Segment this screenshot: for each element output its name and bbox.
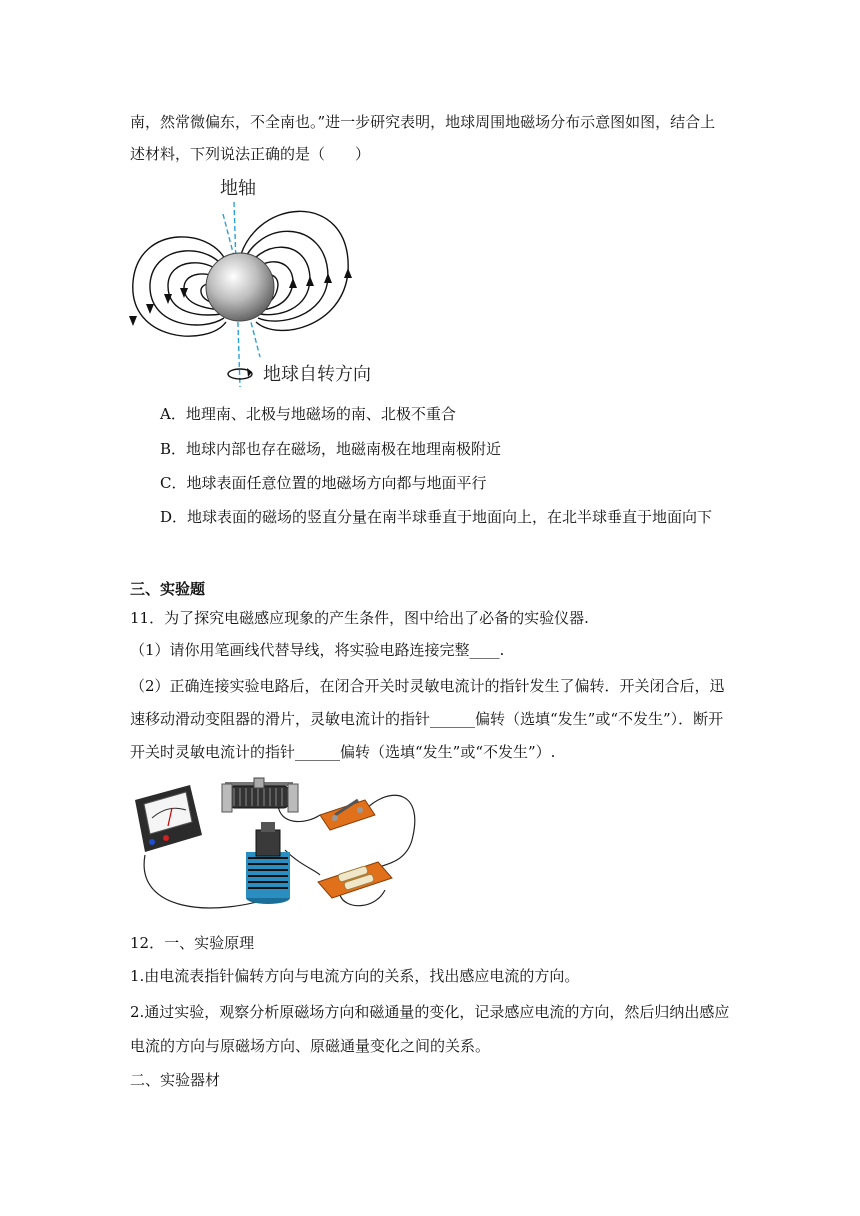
earth-rotation-label: 地球自转方向 xyxy=(263,364,371,385)
experiment-apparatus-figure xyxy=(130,770,420,920)
earth-axis-label: 地轴 xyxy=(220,178,256,199)
q11-part2-line1: （2）正确连接实验电路后，在闭合开关时灵敏电流计的指针发生了偏转．开关闭合后，迅 xyxy=(130,677,725,695)
q12-principle-2-line2: 电流的方向与原磁场方向、原磁通量变化之间的关系。 xyxy=(130,1037,491,1055)
q10-option-d: D．地球表面的磁场的竖直分量在南半球垂直于地面向上，在北半球垂直于地面向下 xyxy=(160,508,713,526)
q10-option-a: A．地理南、北极与地磁场的南、北极不重合 xyxy=(160,405,456,423)
q11-part2-line3: 开关时灵敏电流计的指针______偏转（选填“发生”或“不发生”）. xyxy=(130,743,556,761)
q12-principle-1: 1.由电流表指针偏转方向与电流方向的关系，找出感应电流的方向。 xyxy=(130,967,580,985)
q12-section-equipment: 二、实验器材 xyxy=(130,1071,221,1089)
coil-icon xyxy=(246,822,290,904)
q10-option-b: B．地球内部也存在磁场，地磁南极在地理南极附近 xyxy=(160,440,502,458)
q11-stem: 11．为了探究电磁感应现象的产生条件，图中给出了必备的实验仪器. xyxy=(130,609,589,627)
q10-stem-line1: 南，然常微偏东，不全南也。”进一步研究表明，地球周围地磁场分布示意图如图，结合上 xyxy=(130,113,716,131)
q11-part2-line2: 速移动滑动变阻器的滑片，灵敏电流计的指针______偏转（选填“发生”或“不发生”）．断开 xyxy=(130,710,724,728)
galvanometer-icon xyxy=(135,785,202,852)
q11-part1: （1）请你用笔画线代替导线，将实验电路连接完整____. xyxy=(130,641,505,659)
earth-globe xyxy=(206,253,274,321)
earth-magnetic-field-figure xyxy=(128,172,398,394)
switch-icon xyxy=(320,800,375,830)
q12-principle-2-line1: 2.通过实验，观察分析原磁场方向和磁通量的变化，记录感应电流的方向，然后归纳出感应 xyxy=(130,1003,730,1021)
q12-stem: 12．一、实验原理 xyxy=(130,934,255,952)
battery-box-icon xyxy=(318,862,392,898)
sliding-rheostat-icon xyxy=(222,778,298,812)
q10-option-c: C．地球表面任意位置的地磁场方向都与地面平行 xyxy=(160,474,487,492)
section-title-experiment: 三、实验题 xyxy=(130,580,206,598)
q10-stem-line2: 述材料，下列说法正确的是（ ） xyxy=(130,145,371,163)
